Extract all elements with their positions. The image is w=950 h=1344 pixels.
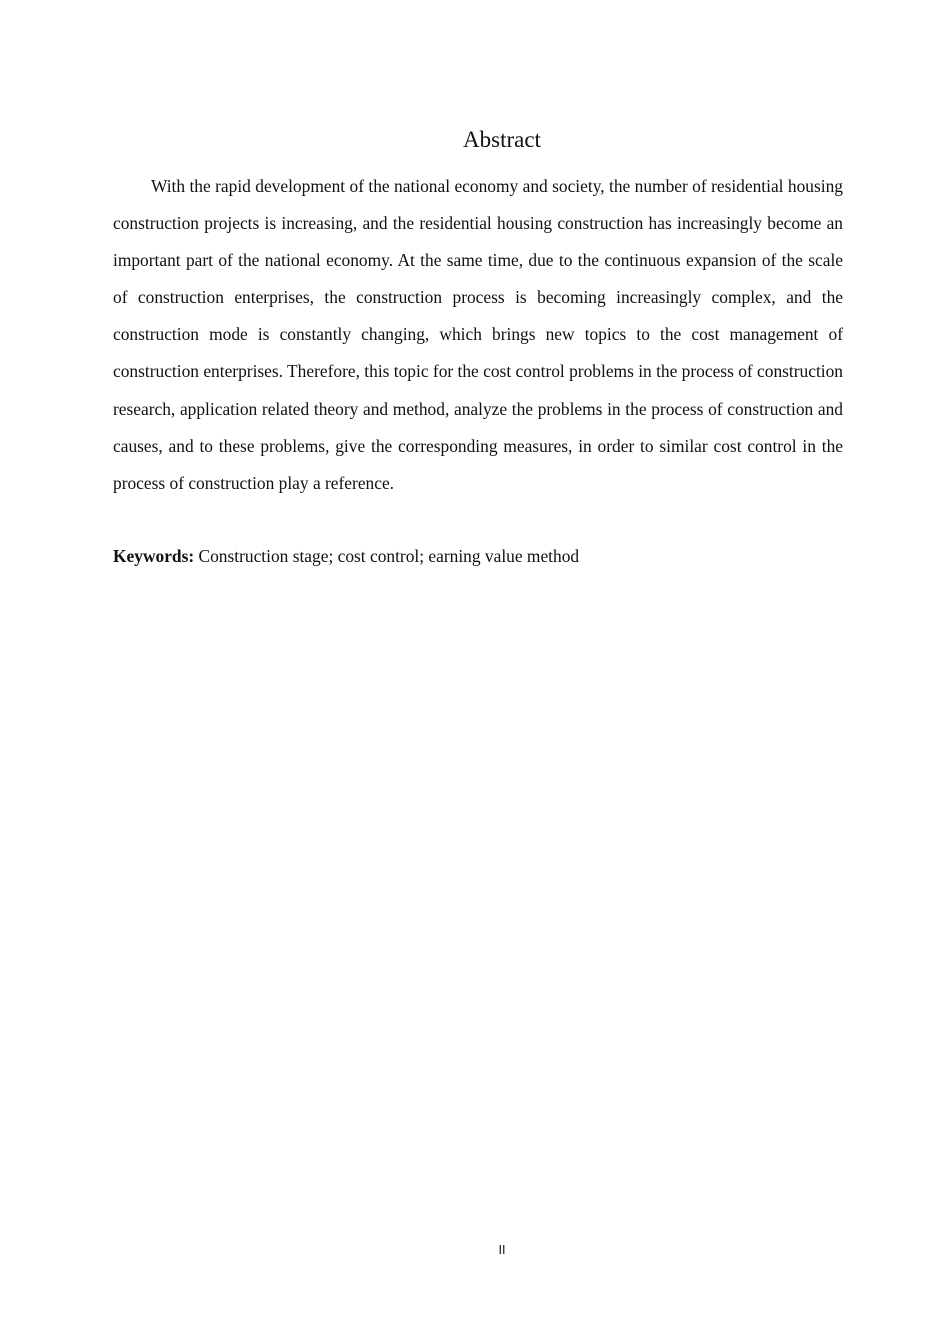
keywords-line xyxy=(113,541,843,571)
page-title: Abstract xyxy=(463,127,541,152)
page-number: II xyxy=(498,1243,506,1257)
keywords-label: Keywords: xyxy=(113,546,195,566)
keywords-text: Construction stage; cost control; earning value method xyxy=(198,546,580,566)
abstract-paragraph: With the rapid development of the national economy and society, the number of residential housing construction projects is increasing, and the residential housing construction has increasingly become an important part of the national economy. At the same time, due to the continuous expansion of the scale of construction enterprises, the construction process is becoming increasingly complex, and the construction mode is constantly changing, which brings new topics to the cost management of construction enterprises. Therefore, this topic for the cost control problems in the process of construction research, application related theory and method, analyze the problems in the process of construction and causes, and to these problems, give the corresponding measures, in order to similar cost control in the process of construction play a reference. xyxy=(113,176,843,493)
